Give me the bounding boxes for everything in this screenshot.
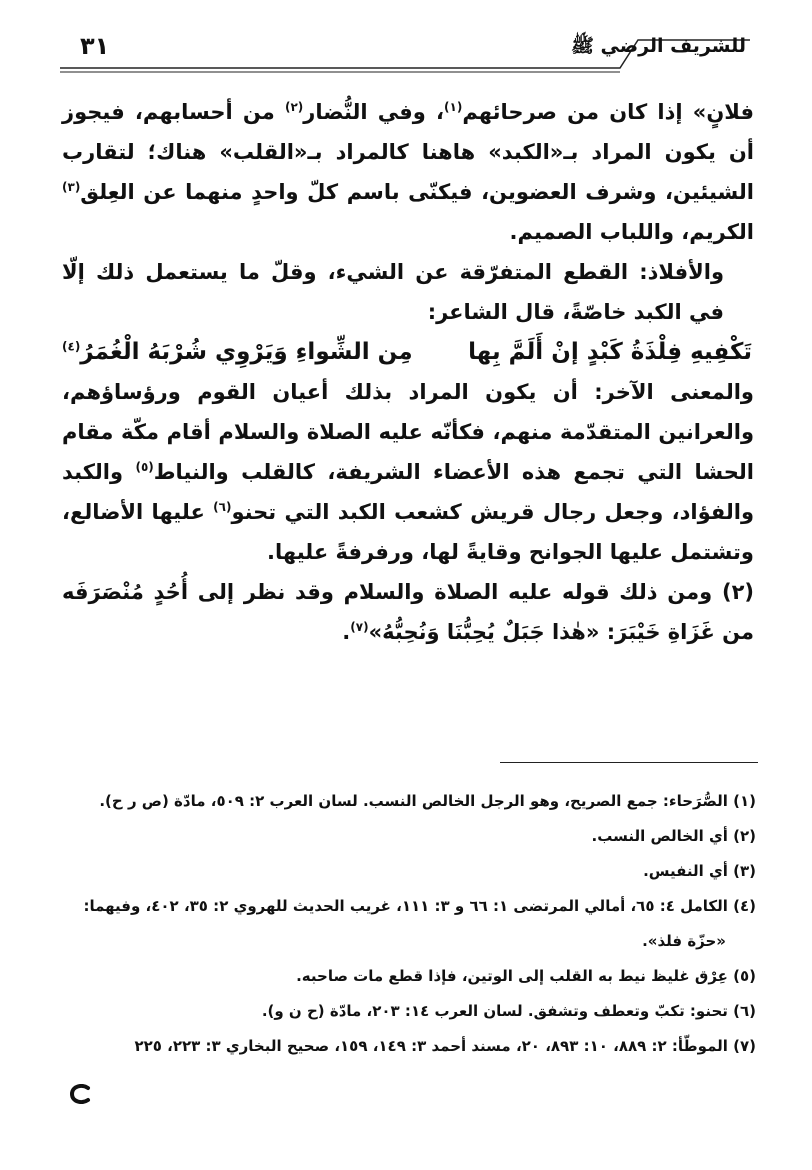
page-number: ٣١ xyxy=(80,32,110,60)
footnote-4: (٤) الكامل ٤: ٦٥، أمالي المرتضى ١: ٦٦ و ٣: ١١١، غريب الحديث للهروي ٢: ٣٥، ٤٠٢، وفيهما: xyxy=(83,897,756,915)
footnote-ref-6[interactable]: (٦) xyxy=(213,500,232,514)
footnote-2: (٢) أي الخالص النسب. xyxy=(591,827,756,845)
continuation-mark-icon xyxy=(68,1084,94,1104)
poem-verse xyxy=(62,332,754,372)
running-title: للشريف الرضي ﷺ xyxy=(570,35,746,57)
footnote-ref-3[interactable]: (٣) xyxy=(62,180,81,194)
footnotes xyxy=(62,784,756,1064)
footnote-ref-4[interactable]: (٤) xyxy=(62,339,81,354)
footnote-ref-1[interactable]: (١) xyxy=(444,100,463,114)
paragraph-1: فلانٍ» إذا كان من صرحائهم$^{(١)}$، وفي النُّضار$^{(٢)}$ من أحسابهم، فيجوز أن يكون المراد بـ«الكبد» هاهنا كالمراد بـ«القلب» هناك؛ لتقارب الشيئين، وشرف العضوين، فيكنّى باسم كلّ واحدٍ منهما عن العِلق$^{(٣)}$ الكريم، واللباب الصميم. xyxy=(62,100,754,244)
page-header xyxy=(60,28,750,76)
item-number: (٢) xyxy=(721,580,754,604)
verse-first-hemistich: تَكْفِيهِ فِلْذَةُ كَبْدٍ إنْ أَلَمَّ بِها xyxy=(468,339,752,365)
footnote-6: (٦) تحنو: تكبّ وتعطف وتشفق. لسان العرب ١٤: ٢٠٣، مادّة (ح ن و). xyxy=(261,1002,756,1020)
footnote-5: (٥) عِرْق غليظ نيط به القلب إلى الوتين، فإذا قطع مات صاحبه. xyxy=(296,967,756,985)
footnote-ref-2[interactable]: (٢) xyxy=(284,100,304,114)
footnote-4-continued: «حزّة فلذ». xyxy=(642,932,726,950)
hadith-quote: «هٰذا جَبَلٌ يُحِبُّنَا وَنُحِبُّهُ» xyxy=(368,620,600,644)
main-text xyxy=(62,92,754,652)
footnote-separator xyxy=(500,762,758,763)
footnote-ref-5[interactable]: (٥) xyxy=(135,460,154,474)
paragraph-3: والمعنى الآخر: أن يكون المراد بذلك أعيان القوم ورؤساؤهم، والعرانين المتقدّمة منهم، فكأنّه عليه الصلاة والسلام أقام مكّة مقام الحشا التي تجمع هذه الأعضاء الشريفة، كالقلب والنياط$^{(٥)}$ والكبد والفؤاد، وجعل رجال قريش كشعب الكبد التي تحنو$^{(٦)}$ عليها الأضالع، وتشتمل عليها الجوانح وقايةً لها، ورفرفةً عليها. xyxy=(62,380,754,564)
paragraph-4: (٢) ومن ذلك قوله عليه الصلاة والسلام وقد نظر إلى أُحُدٍ مُنْصَرَفَه من غَزَاةِ خَيْبَرَ: «هٰذا جَبَلٌ يُحِبُّنَا وَنُحِبُّهُ»$^{(٧)}$. xyxy=(62,580,754,644)
footnote-3: (٣) أي النفيس. xyxy=(643,862,756,880)
paragraph-lead: والمعنى الآخر: xyxy=(594,380,754,404)
paragraph-2: والأفلاذ: القطع المتفرّقة عن الشيء، وقلّ ما يستعمل ذلك إلّا في الكبد خاصّةً، قال الشاعر: xyxy=(62,260,724,324)
verse-second-hemistich: مِن الشِّواءِ وَيَرْوِي شُرْبَهُ الْغُمَرُ$^{(٤)}$ xyxy=(62,339,413,365)
footnote-1: (١) الصُّرَحاء: جمع الصريح، وهو الرجل الخالص النسب. لسان العرب ٢: ٥٠٩، مادّة (ص ر ح). xyxy=(99,792,756,810)
footnote-7: (٧) الموطّأ: ٢: ٨٨٩، ١٠: ٨٩٣، ٢٠، مسند أحمد ٣: ١٤٩، ١٥٩، صحيح البخاري ٣: ٢٢٣، ٢٢٥ xyxy=(134,1037,756,1055)
footnote-ref-7[interactable]: (٧) xyxy=(350,620,369,634)
